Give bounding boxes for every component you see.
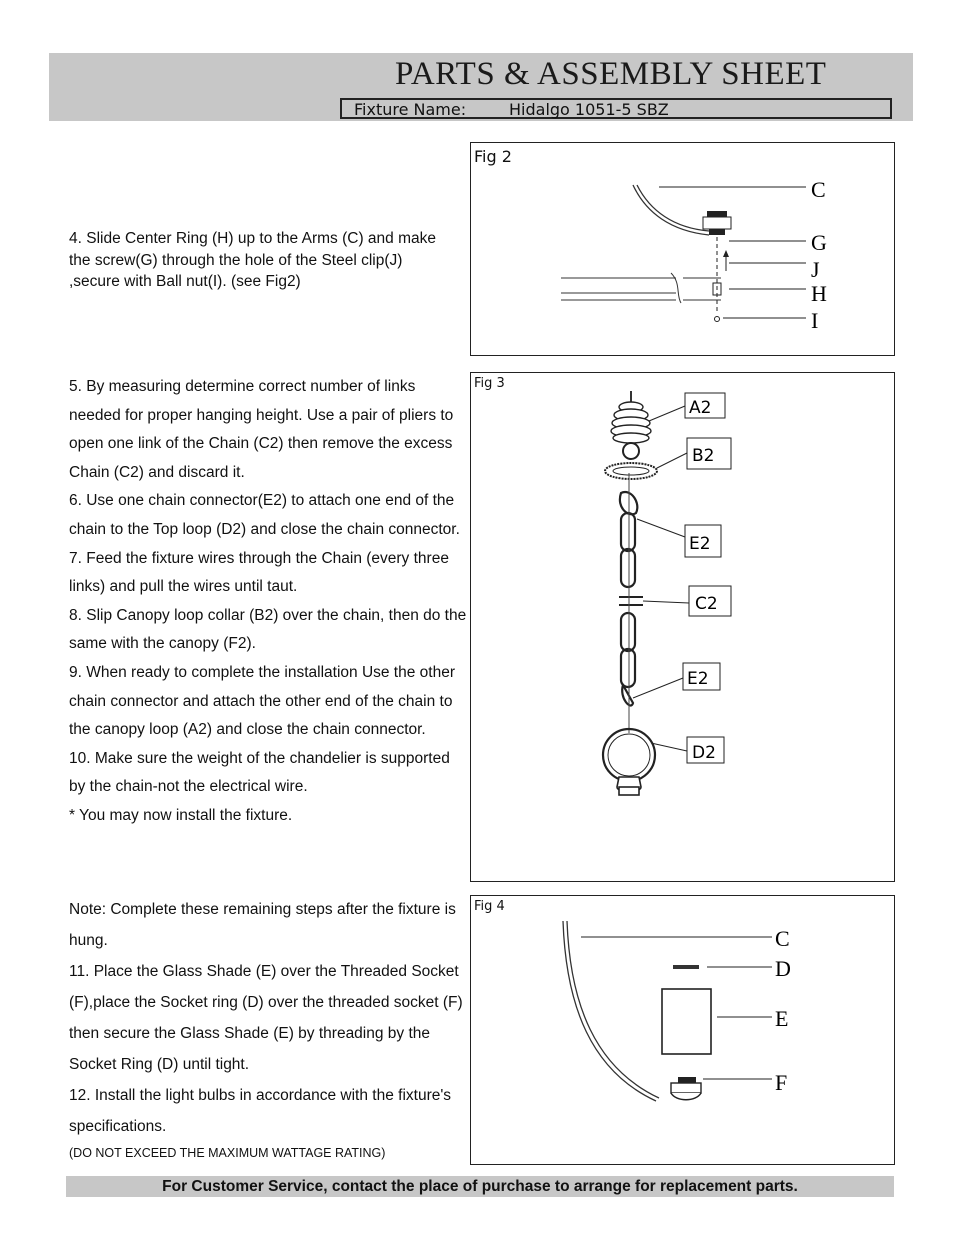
fig2-part-i: I — [811, 308, 819, 333]
note-text: Note: Complete these remaining steps after the fixture is hung. — [69, 901, 456, 949]
fig4-part-e: E — [775, 1006, 789, 1031]
step-12-text: 12. Install the light bulbs in accordance with the fixture's specifications. — [69, 1087, 452, 1135]
fig3-diagram — [471, 373, 896, 883]
fig2-panel — [470, 142, 895, 356]
fig2-part-c: C — [811, 177, 826, 202]
fig3-part-c2: C2 — [695, 594, 718, 614]
fig3-part-e2-bottom: E2 — [687, 669, 709, 689]
fig3-part-a2: A2 — [689, 398, 712, 418]
notes-section — [69, 894, 464, 1164]
fig3-part-b2: B2 — [692, 446, 715, 466]
fig3-part-e2-top: E2 — [689, 534, 711, 554]
step-7-text: 7. Feed the fixture wires through the Chain (every three links) and pull the wires until taut. — [69, 549, 449, 596]
fig2-label: Fig 2 — [474, 147, 512, 166]
step-10-text: 10. Make sure the weight of the chandelier is supported by the chain-not the electrical wire. — [69, 749, 450, 796]
fixture-name-value: Hidalgo 1051-5 SBZ — [509, 100, 669, 119]
fig3-part-d2: D2 — [692, 743, 716, 763]
fig4-part-f: F — [775, 1070, 788, 1095]
steps-5-10 — [69, 373, 469, 831]
step-9-text: 9. When ready to complete the installation Use the other chain connector and attach the other end of the chain to the canopy loop (A2) and close the chain connector. — [69, 663, 455, 739]
fig4-part-c: C — [775, 926, 790, 951]
wattage-warning: (DO NOT EXCEED THE MAXIMUM WATTAGE RATING) — [69, 1146, 386, 1160]
fig2-part-j: J — [811, 257, 820, 282]
fig2-diagram — [471, 143, 896, 357]
fig4-part-d: D — [775, 956, 791, 981]
fig4-panel — [470, 895, 895, 1165]
step-11-text: 11. Place the Glass Shade (E) over the Threaded Socket (F),place the Socket ring (D) over the threaded socket (F) then secure the Glass Shade (E) by threading by the Socket Ring (D) until tight. — [69, 963, 463, 1073]
fig3-panel — [470, 372, 895, 882]
customer-service-footer: For Customer Service, contact the place of purchase to arrange for replacement parts. — [66, 1176, 894, 1197]
step-5-text: 5. By measuring determine correct number of links needed for proper hanging height. Use a pair of pliers to open one link of the Chain (C2) then remove the excess Chain (C2) and discard it. — [69, 378, 454, 481]
page-title: PARTS & ASSEMBLY SHEET — [395, 56, 827, 92]
step-4-text: 4. Slide Center Ring (H) up to the Arms (C) and make the screw(G) through the hole of the Steel clip(J) ,secure with Ball nut(I). (see Fig2) — [69, 230, 436, 290]
fig2-part-h: H — [811, 281, 827, 306]
step-6-text: 6. Use one chain connector(E2) to attach one end of the chain to the Top loop (D2) and close the chain connector. — [69, 492, 460, 538]
fixture-name-label: Fixture Name: — [354, 100, 467, 119]
fig4-label: Fig 4 — [474, 899, 505, 914]
fig3-label: Fig 3 — [474, 376, 505, 391]
step-8-text: 8. Slip Canopy loop collar (B2) over the chain, then do the same with the canopy (F2). — [69, 606, 467, 653]
fig4-diagram — [471, 896, 896, 1166]
install-note: * You may now install the fixture. — [69, 806, 293, 824]
fig2-part-g: G — [811, 230, 827, 255]
